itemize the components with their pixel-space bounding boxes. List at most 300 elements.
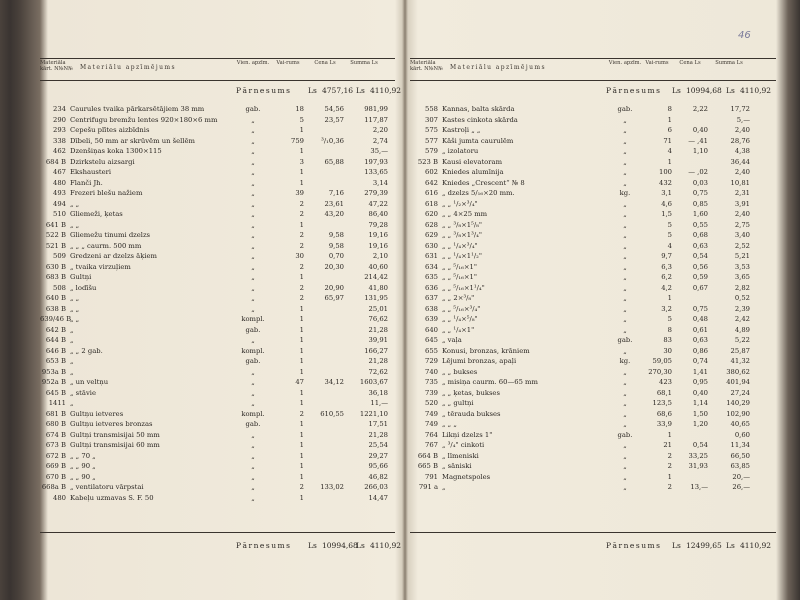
cell-unit: „	[623, 325, 627, 334]
cell-unit: „	[623, 168, 627, 176]
cell-name: Dzenšiņas koka 1300×115	[70, 147, 162, 155]
cell-sum: 4,38	[734, 147, 750, 155]
cell-sum: 2,40	[734, 126, 750, 134]
cell-unit: „	[251, 304, 255, 313]
cell-qty: 1	[299, 462, 304, 470]
cell-name: Centrifugu bremžu lentes 920×180×6 mm	[70, 115, 218, 124]
cell-qty: 3,1	[661, 189, 672, 197]
cell-sum: 17,51	[368, 420, 388, 428]
cell-qty: 1	[299, 472, 304, 481]
cell-sum: 21,28	[368, 325, 388, 334]
cell-no: 462	[53, 147, 66, 155]
carry-out-total: 4110,92	[740, 541, 772, 550]
carry-out-line	[40, 541, 402, 553]
cell-no: 616	[425, 189, 438, 197]
table-row	[410, 409, 776, 420]
cell-no: 669 B	[45, 462, 66, 470]
cell-price: 0,63	[692, 241, 708, 250]
cell-unit: „	[251, 483, 255, 491]
cell-name: Magnetspoles	[442, 472, 491, 481]
cell-unit: gab.	[245, 105, 261, 113]
cell-unit: „	[251, 399, 255, 407]
cell-qty: 1	[299, 493, 304, 502]
cell-sum: 40,60	[368, 262, 388, 271]
cell-name: „ vaļa	[442, 336, 462, 344]
cell-name: „ ventilatoru vārpstai	[70, 483, 144, 491]
cell-no: 952a B	[41, 378, 66, 386]
cell-qty: 33,9	[656, 420, 672, 428]
table-row	[40, 167, 395, 178]
cell-unit: kompl.	[241, 409, 265, 418]
cell-price: 20,90	[324, 283, 344, 292]
cell-unit: gab.	[617, 105, 633, 113]
cell-no: 558	[425, 105, 438, 113]
cell-name: „ „ 2 gab.	[70, 346, 103, 355]
cell-sum: 72,62	[368, 367, 388, 376]
cell-sum: 36,18	[368, 388, 388, 397]
cell-no: 628	[425, 220, 438, 229]
cell-no: 683 B	[45, 273, 66, 281]
cell-sum: 266,03	[364, 483, 388, 491]
cell-no: 523 B	[417, 157, 438, 166]
cell-price: 9,58	[328, 231, 344, 239]
cell-qty: 68,1	[656, 388, 672, 397]
cell-price: 0,40	[692, 126, 708, 134]
cell-qty: 1	[667, 430, 672, 439]
cell-price: ³/₁0,36	[321, 136, 344, 145]
carry-out-label: Pārnesums	[236, 541, 292, 550]
table-row	[40, 482, 395, 493]
cell-sum: 3,91	[734, 199, 750, 208]
table-row	[40, 472, 395, 483]
cell-unit: „	[623, 126, 627, 134]
cell-qty: 1	[667, 157, 672, 166]
cell-no: 522 B	[45, 231, 66, 239]
cell-sum: 214,42	[364, 273, 388, 281]
table-row	[410, 293, 776, 304]
cell-unit: „	[623, 346, 627, 355]
cell-no: 338	[53, 136, 66, 145]
cell-name: „	[442, 483, 446, 491]
cell-name: Kastes cinkota skārda	[442, 115, 518, 124]
cell-name: Kannas, balta skārda	[442, 105, 515, 113]
table-row	[410, 335, 776, 346]
table-row	[40, 377, 395, 388]
cell-unit: „	[251, 441, 255, 449]
table-row	[40, 178, 395, 189]
cell-price: 0,70	[328, 252, 344, 260]
table-row	[410, 125, 776, 136]
cell-no: 729	[425, 357, 438, 365]
cell-unit: „	[251, 378, 255, 386]
cell-sum: 27,24	[730, 388, 750, 397]
table-row	[410, 220, 776, 231]
cell-price: 0,54	[692, 252, 708, 260]
cell-qty: 9,7	[661, 252, 672, 260]
cell-qty: 83	[663, 336, 672, 344]
cell-sum: 0,60	[734, 430, 750, 439]
table-row	[410, 419, 776, 430]
cell-qty: 21	[663, 441, 672, 449]
cell-unit: „	[623, 472, 627, 481]
cell-price: 1,10	[692, 147, 708, 155]
cell-no: 577	[425, 136, 438, 145]
cell-sum: 11,—	[370, 399, 388, 407]
table-row	[410, 325, 776, 336]
cell-no: 638	[425, 304, 438, 313]
cell-qty: 6,3	[661, 262, 672, 271]
cell-sum: 47,22	[368, 199, 388, 208]
cell-price: 43,20	[324, 210, 344, 218]
cell-qty: 68,6	[656, 409, 672, 418]
header-name: Materiālu apzīmējums	[450, 64, 546, 71]
header-bottom-rule	[40, 80, 395, 81]
cell-sum: 401,94	[726, 378, 750, 386]
cell-sum: 5,21	[734, 252, 750, 260]
cell-name: Kāši jumta caurulēm	[442, 136, 514, 145]
cell-qty: 6	[667, 126, 672, 134]
header-bottom-rule	[410, 80, 776, 81]
header-top-rule	[40, 58, 395, 59]
header-qty: Vai-rums	[276, 60, 300, 66]
cell-no: 672 B	[45, 451, 66, 460]
cell-name: „ „ 2×³/₈"	[442, 294, 475, 302]
cell-unit: „	[623, 220, 627, 229]
cell-price: 20,30	[324, 262, 344, 271]
table-row	[410, 146, 776, 157]
cell-unit: „	[251, 178, 255, 187]
cell-sum: 3,14	[372, 178, 388, 187]
cell-no: 635	[425, 273, 438, 281]
cell-name: Caurules tvaika pārkarsētājiem 38 mm	[70, 105, 205, 113]
cell-unit: „	[251, 168, 255, 176]
cell-sum: 2,10	[372, 252, 388, 260]
cell-price: — ,02	[688, 168, 708, 176]
cell-unit: „	[251, 493, 255, 502]
cell-no: 681 B	[45, 409, 66, 418]
right-page	[410, 0, 776, 600]
cell-sum: 63,85	[730, 462, 750, 470]
right-item-list	[410, 104, 776, 493]
cell-sum: 380,62	[726, 367, 750, 376]
cell-unit: „	[251, 189, 255, 197]
cell-name: Gredzeni ar dzelzs āķiem	[70, 252, 157, 260]
cell-unit: „	[251, 262, 255, 271]
carry-out-label: Pārnesums	[606, 541, 662, 550]
cell-no: 520	[425, 399, 438, 407]
cell-name: Gultņu ietveres	[70, 409, 124, 418]
cell-name: Gliemeži, ķetas	[70, 210, 123, 218]
cell-qty: 4,6	[661, 199, 672, 208]
cell-price: 0,74	[692, 357, 708, 365]
cell-no: 480	[53, 178, 66, 187]
cell-name: „ stāvie	[70, 388, 96, 397]
cell-qty: 2	[667, 451, 672, 460]
cell-unit: „	[251, 231, 255, 239]
cell-name: „ „	[70, 220, 80, 229]
cell-no: 493	[53, 189, 66, 197]
cell-sum: 3,40	[734, 231, 750, 239]
table-row	[40, 136, 395, 147]
carry-in-sum: 4757,16	[322, 86, 354, 95]
table-row	[40, 346, 395, 357]
cell-sum: 4,89	[734, 325, 750, 334]
cell-qty: 1	[299, 147, 304, 155]
cell-sum: 10,81	[730, 178, 750, 187]
cell-name: Dzirkstelu aizsargi	[70, 157, 135, 166]
cell-qty: 2	[299, 409, 304, 418]
cell-price: — ,41	[688, 136, 708, 145]
cell-unit: „	[251, 472, 255, 481]
cell-name: Ekshausteri	[70, 168, 112, 176]
cell-sum: 0,52	[734, 294, 750, 302]
cell-name: „ „ 90 „	[70, 472, 96, 481]
table-row	[410, 283, 776, 294]
cell-unit: „	[623, 304, 627, 313]
cell-no: 575	[425, 126, 438, 134]
cell-qty: 1	[299, 399, 304, 407]
cell-qty: 1	[299, 325, 304, 334]
cell-price: 0,48	[692, 315, 708, 323]
table-row	[410, 482, 776, 493]
carry-out-sum: 10994,68	[322, 541, 358, 550]
cell-qty: 2	[299, 210, 304, 218]
table-header	[40, 60, 395, 80]
header-top-rule	[410, 58, 776, 59]
cell-name: „ „ ¹/₄×1"	[442, 325, 475, 334]
cell-sum: 3,65	[734, 273, 750, 281]
cell-sum: 41,32	[730, 357, 750, 365]
table-row	[40, 409, 395, 420]
cell-qty: 18	[295, 105, 304, 113]
cell-qty: 1	[299, 220, 304, 229]
cell-no: 480	[53, 493, 66, 502]
cell-unit: „	[623, 367, 627, 376]
table-row	[40, 146, 395, 157]
table-row	[40, 493, 395, 504]
cell-no: 791 a	[418, 483, 438, 491]
cell-sum: 35,—	[370, 147, 388, 155]
cell-name: „ „	[70, 304, 80, 313]
carry-in-line	[410, 86, 776, 98]
cell-price: 0,75	[692, 304, 708, 313]
cell-name: „ „ ¹/₄×1¹/₂"	[442, 252, 482, 260]
cell-price: 1,41	[692, 367, 708, 376]
cell-name: „ „ ¹/₄×³/₄"	[442, 241, 478, 250]
cell-sum: 76,62	[368, 315, 388, 323]
cell-sum: 197,93	[364, 157, 388, 166]
cell-unit: gab.	[245, 420, 261, 428]
cell-name: „ „ gultņi	[442, 399, 474, 407]
cell-sum: 2,31	[734, 189, 750, 197]
cell-no: 467	[53, 168, 66, 176]
cell-sum: 5,22	[734, 336, 750, 344]
cell-qty: 432	[659, 178, 672, 187]
cell-name: „ un veltņu	[70, 378, 109, 386]
table-row	[40, 356, 395, 367]
cell-no: 645	[425, 336, 438, 344]
cell-name: Flanči Jh.	[70, 178, 103, 187]
cell-unit: „	[251, 294, 255, 302]
cell-qty: 3,2	[661, 304, 672, 313]
table-row	[40, 115, 395, 126]
cell-unit: „	[623, 199, 627, 208]
cell-name: „	[70, 357, 74, 365]
cell-sum: 2,42	[734, 315, 750, 323]
cell-name: Kastroļi „ „	[442, 126, 481, 134]
cell-name: „ „ 90 „	[70, 462, 96, 470]
cell-qty: 30	[295, 252, 304, 260]
cell-sum: 40,65	[730, 420, 750, 428]
cell-no: 668a B	[41, 483, 66, 491]
cell-qty: 1	[299, 441, 304, 449]
header-no: Materiāla kārt. N№N№	[40, 60, 73, 72]
cell-unit: „	[251, 430, 255, 439]
cell-name: „ „ ķetas, bukses	[442, 388, 500, 397]
cell-price: 54,56	[324, 105, 344, 113]
carry-in-total: 4110,92	[740, 86, 772, 95]
table-row	[40, 293, 395, 304]
cell-sum: 279,39	[364, 189, 388, 197]
footer-rule	[40, 532, 395, 533]
cell-unit: „	[623, 441, 627, 449]
table-row	[410, 104, 776, 115]
cell-sum: 19,16	[368, 231, 388, 239]
table-row	[40, 335, 395, 346]
table-row	[410, 346, 776, 357]
cell-sum: 36,44	[730, 157, 750, 166]
cell-name: „ dzelzs 5/₁₆×20 mm.	[442, 189, 515, 197]
cell-price: 23,57	[324, 115, 344, 124]
cell-no: 509	[53, 252, 66, 260]
cell-unit: „	[251, 367, 255, 376]
cell-no: 655	[425, 346, 438, 355]
table-row	[40, 325, 395, 336]
cell-no: 234	[53, 105, 66, 113]
table-row	[40, 188, 395, 199]
cell-unit: gab.	[617, 336, 633, 344]
cell-unit: „	[623, 252, 627, 260]
cell-no: 684 B	[45, 157, 66, 166]
cell-name: Gultņu ietveres bronzas	[70, 420, 153, 428]
cell-unit: „	[251, 157, 255, 166]
table-row	[40, 440, 395, 451]
cell-sum: 29,27	[368, 451, 388, 460]
cell-no: 1411	[48, 399, 66, 407]
cell-unit: kg.	[619, 189, 631, 197]
table-row	[410, 272, 776, 283]
carry-in-total: 4110,92	[370, 86, 402, 95]
cell-unit: „	[623, 399, 627, 407]
cell-no: 953a B	[41, 367, 66, 376]
carry-out-sum: 12499,65	[686, 541, 722, 550]
cell-no: 740	[425, 367, 438, 376]
cell-unit: „	[623, 262, 627, 271]
carry-out-line	[410, 541, 776, 553]
table-row	[40, 104, 395, 115]
cell-unit: „	[251, 462, 255, 470]
cell-price: 1,60	[692, 210, 708, 218]
table-row	[40, 209, 395, 220]
cell-name: Kniedes alumīnija	[442, 168, 504, 176]
cell-name: Frezeri blešu nažiem	[70, 189, 143, 197]
table-row	[410, 136, 776, 147]
left-item-list	[40, 104, 395, 503]
cell-unit: „	[251, 252, 255, 260]
cell-name: „ „	[70, 199, 80, 208]
cell-qty: 1	[299, 346, 304, 355]
cell-qty: 270,30	[648, 367, 672, 376]
cell-price: 7,16	[328, 189, 344, 197]
carry-in-label: Pārnesums	[606, 86, 662, 95]
cell-qty: 1	[299, 420, 304, 428]
cell-name: „ „ ⁵/₁₆×³/₄"	[442, 304, 481, 313]
table-row	[40, 451, 395, 462]
cell-no: 764	[425, 430, 438, 439]
cell-no: 510	[53, 210, 66, 218]
cell-no: 629	[425, 231, 438, 239]
cell-unit: kompl.	[241, 346, 265, 355]
table-row	[40, 430, 395, 441]
cell-sum: 2,20	[372, 126, 388, 134]
cell-qty: 1	[299, 336, 304, 344]
cell-sum: 46,82	[368, 472, 388, 481]
cell-unit: „	[623, 315, 627, 323]
cell-qty: 3	[299, 157, 304, 166]
cell-unit: „	[251, 126, 255, 134]
table-row	[410, 178, 776, 189]
cell-sum: 66,50	[730, 451, 750, 460]
cell-unit: „	[623, 157, 627, 166]
cell-unit: „	[623, 420, 627, 428]
cell-no: 639/46 B	[40, 315, 72, 323]
table-row	[40, 220, 395, 231]
table-row	[410, 230, 776, 241]
cell-no: 645 B	[45, 388, 66, 397]
cell-price: 1,14	[692, 399, 708, 407]
cell-qty: 1	[299, 126, 304, 134]
cell-sum: 20,—	[732, 472, 750, 481]
cell-sum: 79,28	[368, 220, 388, 229]
header-qty: Vai-rums	[645, 60, 669, 66]
cell-name: Gultņi transmisijai 50 mm	[70, 430, 160, 439]
carry-in-label: Pārnesums	[236, 86, 292, 95]
cell-qty: 100	[659, 168, 672, 176]
header-no: Materiāla kārt. N№N№	[410, 60, 443, 72]
cell-price: 31,93	[688, 462, 708, 470]
cell-name: „ „ ¹/₄×⁵/₈"	[442, 315, 478, 323]
cell-sum: 117,87	[364, 115, 388, 124]
cell-name: „ līmeniski	[442, 451, 479, 460]
cell-unit: „	[623, 136, 627, 145]
header-name: Materiālu apzīmējums	[80, 64, 176, 71]
header-sum: Summa Ls	[715, 60, 743, 66]
cell-qty: 59,05	[652, 357, 672, 365]
cell-no: 644 B	[45, 336, 66, 344]
header-price: Cena Ls	[679, 60, 701, 66]
table-row	[40, 388, 395, 399]
cell-name: „ „ ⁵/₁₆×1"	[442, 262, 477, 271]
cell-qty: 1	[299, 168, 304, 176]
cell-qty: 1	[299, 367, 304, 376]
cell-sum: 140,29	[726, 399, 750, 407]
cell-name: „ „ 4×25 mm	[442, 210, 488, 218]
cell-unit: „	[251, 241, 255, 250]
table-row	[410, 398, 776, 409]
cell-name: „	[70, 325, 74, 334]
table-row	[410, 188, 776, 199]
cell-no: 290	[53, 115, 66, 124]
